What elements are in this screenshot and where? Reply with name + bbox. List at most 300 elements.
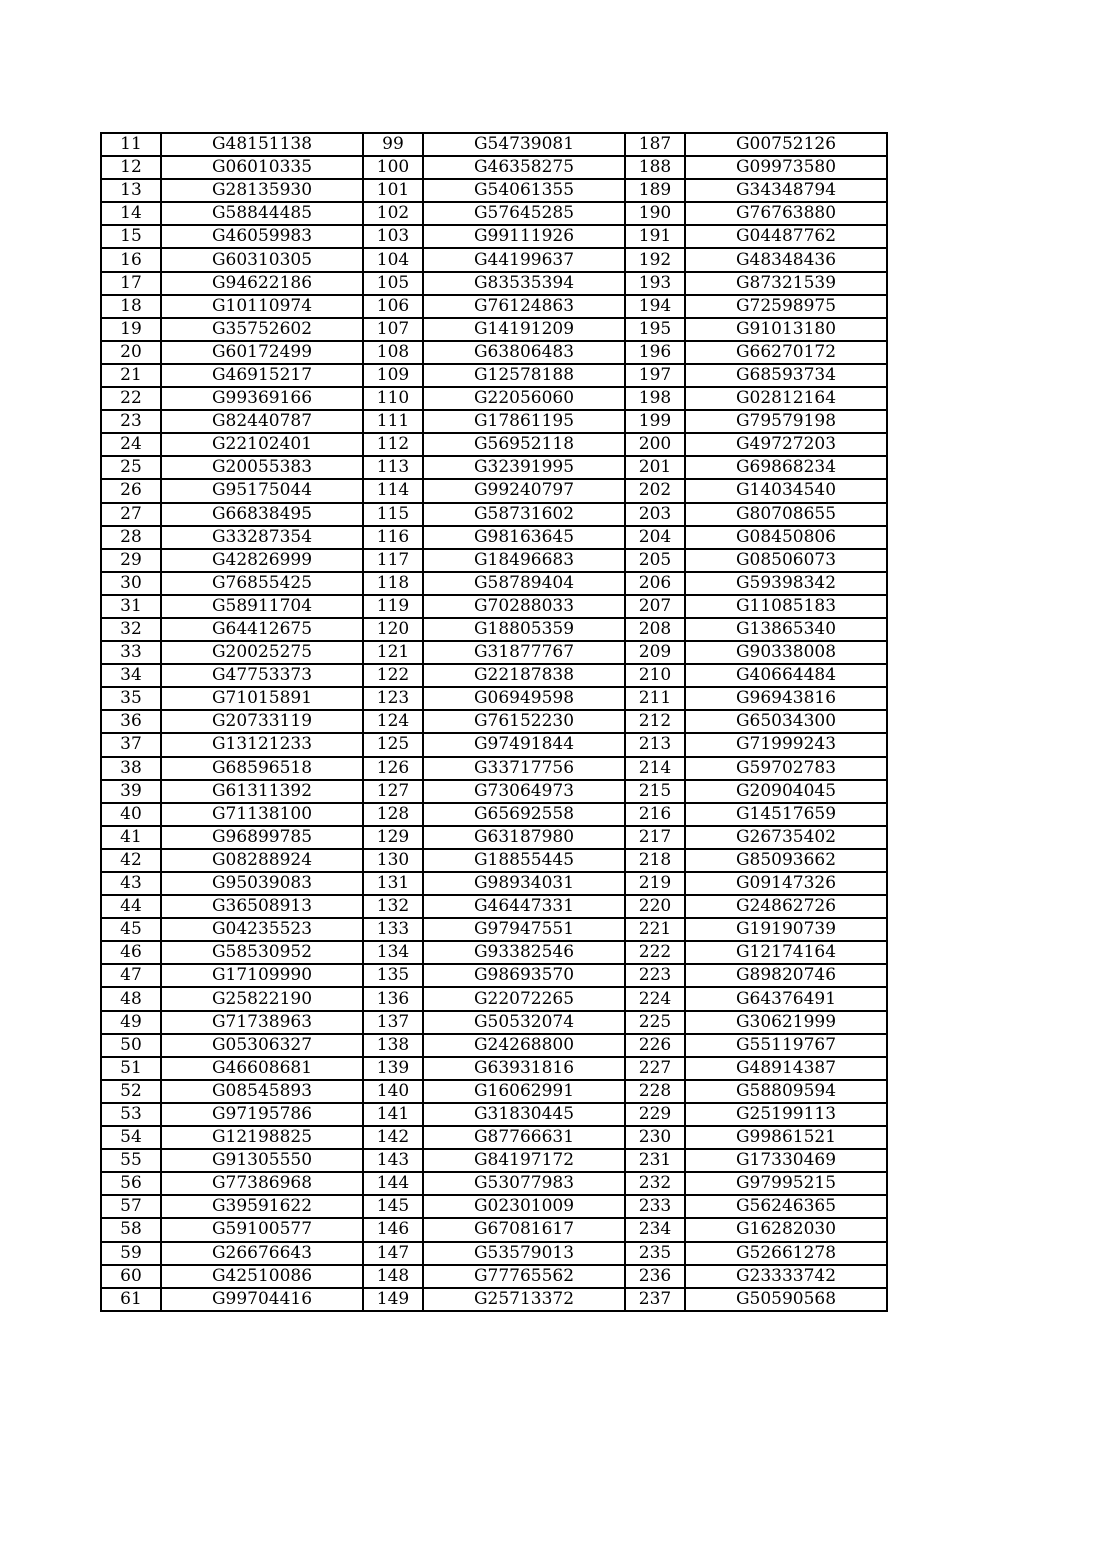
seq-number-cell: 214 <box>625 757 685 780</box>
code-cell: G60172499 <box>161 341 363 364</box>
seq-number-cell: 25 <box>101 456 161 479</box>
seq-number-cell: 46 <box>101 941 161 964</box>
code-cell: G12198825 <box>161 1126 363 1149</box>
seq-number-cell: 189 <box>625 179 685 202</box>
code-cell: G59100577 <box>161 1218 363 1241</box>
seq-number-cell: 49 <box>101 1011 161 1034</box>
table-row <box>101 295 887 318</box>
code-cell: G71138100 <box>161 803 363 826</box>
code-cell: G91305550 <box>161 1149 363 1172</box>
seq-number-cell: 13 <box>101 179 161 202</box>
table-row <box>101 179 887 202</box>
code-cell: G19190739 <box>685 918 887 941</box>
seq-number-cell: 41 <box>101 826 161 849</box>
table-row <box>101 595 887 618</box>
table-row <box>101 1057 887 1080</box>
seq-number-cell: 34 <box>101 664 161 687</box>
seq-number-cell: 36 <box>101 710 161 733</box>
code-cell: G69868234 <box>685 456 887 479</box>
seq-number-cell: 99 <box>363 133 423 156</box>
code-cell: G95039083 <box>161 872 363 895</box>
code-cell: G26676643 <box>161 1242 363 1265</box>
seq-number-cell: 124 <box>363 710 423 733</box>
seq-number-cell: 39 <box>101 780 161 803</box>
code-cell: G54061355 <box>423 179 625 202</box>
table-row <box>101 1172 887 1195</box>
seq-number-cell: 234 <box>625 1218 685 1241</box>
seq-number-cell: 30 <box>101 572 161 595</box>
code-cell: G24268800 <box>423 1034 625 1057</box>
table-row <box>101 1080 887 1103</box>
code-cell: G58731602 <box>423 503 625 526</box>
seq-number-cell: 225 <box>625 1011 685 1034</box>
seq-number-cell: 211 <box>625 687 685 710</box>
code-cell: G77386968 <box>161 1172 363 1195</box>
table-row <box>101 341 887 364</box>
code-cell: G22102401 <box>161 433 363 456</box>
code-cell: G16062991 <box>423 1080 625 1103</box>
seq-number-cell: 237 <box>625 1288 685 1311</box>
seq-number-cell: 122 <box>363 664 423 687</box>
code-cell: G25713372 <box>423 1288 625 1311</box>
seq-number-cell: 193 <box>625 272 685 295</box>
code-cell: G99369166 <box>161 387 363 410</box>
table-row <box>101 364 887 387</box>
seq-number-cell: 145 <box>363 1195 423 1218</box>
seq-number-cell: 19 <box>101 318 161 341</box>
seq-number-cell: 131 <box>363 872 423 895</box>
code-cell: G09973580 <box>685 156 887 179</box>
seq-number-cell: 191 <box>625 225 685 248</box>
seq-number-cell: 38 <box>101 757 161 780</box>
table-row <box>101 410 887 433</box>
seq-number-cell: 123 <box>363 687 423 710</box>
code-cell: G33287354 <box>161 526 363 549</box>
table-row <box>101 318 887 341</box>
seq-number-cell: 197 <box>625 364 685 387</box>
code-cell: G84197172 <box>423 1149 625 1172</box>
code-cell: G08450806 <box>685 526 887 549</box>
code-cell: G02301009 <box>423 1195 625 1218</box>
table-row <box>101 156 887 179</box>
code-cell: G16282030 <box>685 1218 887 1241</box>
seq-number-cell: 146 <box>363 1218 423 1241</box>
table-row <box>101 664 887 687</box>
seq-number-cell: 117 <box>363 549 423 572</box>
table-row <box>101 433 887 456</box>
code-cell: G71738963 <box>161 1011 363 1034</box>
seq-number-cell: 18 <box>101 295 161 318</box>
code-cell: G96899785 <box>161 826 363 849</box>
code-cell: G90338008 <box>685 641 887 664</box>
seq-number-cell: 226 <box>625 1034 685 1057</box>
seq-number-cell: 204 <box>625 526 685 549</box>
code-cell: G46059983 <box>161 225 363 248</box>
seq-number-cell: 223 <box>625 964 685 987</box>
seq-number-cell: 109 <box>363 364 423 387</box>
table-row <box>101 618 887 641</box>
code-cell: G76855425 <box>161 572 363 595</box>
seq-number-cell: 54 <box>101 1126 161 1149</box>
code-cell: G50532074 <box>423 1011 625 1034</box>
seq-number-cell: 217 <box>625 826 685 849</box>
code-cell: G25199113 <box>685 1103 887 1126</box>
seq-number-cell: 133 <box>363 918 423 941</box>
seq-number-cell: 134 <box>363 941 423 964</box>
seq-number-cell: 205 <box>625 549 685 572</box>
seq-number-cell: 61 <box>101 1288 161 1311</box>
seq-number-cell: 221 <box>625 918 685 941</box>
code-cell: G40664484 <box>685 664 887 687</box>
seq-number-cell: 202 <box>625 479 685 502</box>
table-row <box>101 1011 887 1034</box>
seq-number-cell: 230 <box>625 1126 685 1149</box>
seq-number-cell: 126 <box>363 757 423 780</box>
code-cell: G58844485 <box>161 202 363 225</box>
seq-number-cell: 53 <box>101 1103 161 1126</box>
seq-number-cell: 113 <box>363 456 423 479</box>
seq-number-cell: 56 <box>101 1172 161 1195</box>
seq-number-cell: 47 <box>101 964 161 987</box>
code-cell: G46915217 <box>161 364 363 387</box>
seq-number-cell: 220 <box>625 895 685 918</box>
seq-number-cell: 112 <box>363 433 423 456</box>
seq-number-cell: 212 <box>625 710 685 733</box>
seq-number-cell: 192 <box>625 248 685 271</box>
seq-number-cell: 231 <box>625 1149 685 1172</box>
table-row <box>101 1195 887 1218</box>
table-row <box>101 526 887 549</box>
code-cell: G94622186 <box>161 272 363 295</box>
seq-number-cell: 40 <box>101 803 161 826</box>
seq-number-cell: 43 <box>101 872 161 895</box>
seq-number-cell: 229 <box>625 1103 685 1126</box>
table-row <box>101 987 887 1010</box>
seq-number-cell: 129 <box>363 826 423 849</box>
code-cell: G17330469 <box>685 1149 887 1172</box>
code-cell: G85093662 <box>685 849 887 872</box>
seq-number-cell: 42 <box>101 849 161 872</box>
seq-number-cell: 125 <box>363 733 423 756</box>
code-cell: G02812164 <box>685 387 887 410</box>
code-cell: G56952118 <box>423 433 625 456</box>
code-cell: G52661278 <box>685 1242 887 1265</box>
code-cell: G42826999 <box>161 549 363 572</box>
code-cell: G58530952 <box>161 941 363 964</box>
seq-number-cell: 15 <box>101 225 161 248</box>
code-cell: G83535394 <box>423 272 625 295</box>
code-cell: G26735402 <box>685 826 887 849</box>
code-cell: G53077983 <box>423 1172 625 1195</box>
seq-number-cell: 31 <box>101 595 161 618</box>
table-row <box>101 133 887 156</box>
code-cell: G99704416 <box>161 1288 363 1311</box>
code-cell: G47753373 <box>161 664 363 687</box>
code-cell: G23333742 <box>685 1265 887 1288</box>
code-cell: G97491844 <box>423 733 625 756</box>
code-cell: G06010335 <box>161 156 363 179</box>
seq-number-cell: 50 <box>101 1034 161 1057</box>
seq-number-cell: 142 <box>363 1126 423 1149</box>
seq-number-cell: 121 <box>363 641 423 664</box>
code-cell: G53579013 <box>423 1242 625 1265</box>
table-row <box>101 225 887 248</box>
code-cell: G63931816 <box>423 1057 625 1080</box>
seq-number-cell: 48 <box>101 987 161 1010</box>
seq-number-cell: 103 <box>363 225 423 248</box>
table-row <box>101 1288 887 1311</box>
seq-number-cell: 118 <box>363 572 423 595</box>
table-row <box>101 456 887 479</box>
code-cell: G36508913 <box>161 895 363 918</box>
code-cell: G14191209 <box>423 318 625 341</box>
seq-number-cell: 207 <box>625 595 685 618</box>
seq-number-cell: 28 <box>101 526 161 549</box>
code-cell: G98934031 <box>423 872 625 895</box>
seq-number-cell: 52 <box>101 1080 161 1103</box>
seq-number-cell: 23 <box>101 410 161 433</box>
seq-number-cell: 22 <box>101 387 161 410</box>
table-row <box>101 733 887 756</box>
seq-number-cell: 203 <box>625 503 685 526</box>
code-cell: G20733119 <box>161 710 363 733</box>
table-row <box>101 710 887 733</box>
code-cell: G24862726 <box>685 895 887 918</box>
table-row <box>101 503 887 526</box>
seq-number-cell: 55 <box>101 1149 161 1172</box>
code-cell: G49727203 <box>685 433 887 456</box>
seq-number-cell: 200 <box>625 433 685 456</box>
seq-number-cell: 14 <box>101 202 161 225</box>
code-cell: G10110974 <box>161 295 363 318</box>
table-row <box>101 387 887 410</box>
code-cell: G28135930 <box>161 179 363 202</box>
table-row <box>101 1242 887 1265</box>
code-cell: G06949598 <box>423 687 625 710</box>
code-cell: G25822190 <box>161 987 363 1010</box>
seq-number-cell: 147 <box>363 1242 423 1265</box>
code-cell: G32391995 <box>423 456 625 479</box>
seq-number-cell: 111 <box>363 410 423 433</box>
code-cell: G14517659 <box>685 803 887 826</box>
table-row <box>101 941 887 964</box>
seq-number-cell: 105 <box>363 272 423 295</box>
code-cell: G93382546 <box>423 941 625 964</box>
seq-number-cell: 219 <box>625 872 685 895</box>
seq-number-cell: 37 <box>101 733 161 756</box>
seq-number-cell: 137 <box>363 1011 423 1034</box>
table-row <box>101 1103 887 1126</box>
code-cell: G97947551 <box>423 918 625 941</box>
seq-number-cell: 198 <box>625 387 685 410</box>
code-cell: G20904045 <box>685 780 887 803</box>
code-cell: G12174164 <box>685 941 887 964</box>
code-cell: G18496683 <box>423 549 625 572</box>
table-row <box>101 826 887 849</box>
seq-number-cell: 119 <box>363 595 423 618</box>
code-cell: G80708655 <box>685 503 887 526</box>
code-cell: G67081617 <box>423 1218 625 1241</box>
seq-number-cell: 141 <box>363 1103 423 1126</box>
seq-number-cell: 213 <box>625 733 685 756</box>
seq-number-cell: 149 <box>363 1288 423 1311</box>
document-page <box>100 132 886 1312</box>
seq-number-cell: 195 <box>625 318 685 341</box>
seq-number-cell: 58 <box>101 1218 161 1241</box>
seq-number-cell: 51 <box>101 1057 161 1080</box>
code-cell: G42510086 <box>161 1265 363 1288</box>
code-cell: G57645285 <box>423 202 625 225</box>
code-cell: G22072265 <box>423 987 625 1010</box>
seq-number-cell: 102 <box>363 202 423 225</box>
code-cell: G48151138 <box>161 133 363 156</box>
code-cell: G71999243 <box>685 733 887 756</box>
code-cell: G76763880 <box>685 202 887 225</box>
code-cell: G59702783 <box>685 757 887 780</box>
seq-number-cell: 60 <box>101 1265 161 1288</box>
table-row <box>101 872 887 895</box>
table-row <box>101 1265 887 1288</box>
seq-number-cell: 216 <box>625 803 685 826</box>
code-cell: G97195786 <box>161 1103 363 1126</box>
code-cell: G61311392 <box>161 780 363 803</box>
code-cell: G05306327 <box>161 1034 363 1057</box>
seq-number-cell: 114 <box>363 479 423 502</box>
code-cell: G08506073 <box>685 549 887 572</box>
seq-number-cell: 236 <box>625 1265 685 1288</box>
code-cell: G39591622 <box>161 1195 363 1218</box>
code-cell: G34348794 <box>685 179 887 202</box>
seq-number-cell: 206 <box>625 572 685 595</box>
code-cell: G46447331 <box>423 895 625 918</box>
code-cell: G00752126 <box>685 133 887 156</box>
table-row <box>101 248 887 271</box>
seq-number-cell: 188 <box>625 156 685 179</box>
seq-number-cell: 233 <box>625 1195 685 1218</box>
code-cell: G95175044 <box>161 479 363 502</box>
code-cell: G18855445 <box>423 849 625 872</box>
code-cell: G54739081 <box>423 133 625 156</box>
code-cell: G18805359 <box>423 618 625 641</box>
code-cell: G20025275 <box>161 641 363 664</box>
code-cell: G70288033 <box>423 595 625 618</box>
seq-number-cell: 235 <box>625 1242 685 1265</box>
table-row <box>101 641 887 664</box>
code-cell: G22056060 <box>423 387 625 410</box>
code-cell: G11085183 <box>685 595 887 618</box>
code-cell: G59398342 <box>685 572 887 595</box>
table-row <box>101 1034 887 1057</box>
seq-number-cell: 20 <box>101 341 161 364</box>
seq-number-cell: 16 <box>101 248 161 271</box>
seq-number-cell: 187 <box>625 133 685 156</box>
code-cell: G22187838 <box>423 664 625 687</box>
table-row <box>101 549 887 572</box>
code-cell: G98163645 <box>423 526 625 549</box>
code-cell: G13121233 <box>161 733 363 756</box>
code-cell: G71015891 <box>161 687 363 710</box>
table-row <box>101 895 887 918</box>
code-cell: G58789404 <box>423 572 625 595</box>
seq-number-cell: 12 <box>101 156 161 179</box>
code-cell: G99240797 <box>423 479 625 502</box>
table-body <box>101 133 887 1311</box>
code-cell: G44199637 <box>423 248 625 271</box>
code-cell: G87766631 <box>423 1126 625 1149</box>
seq-number-cell: 201 <box>625 456 685 479</box>
code-cell: G31877767 <box>423 641 625 664</box>
seq-number-cell: 218 <box>625 849 685 872</box>
code-cell: G66838495 <box>161 503 363 526</box>
code-cell: G64412675 <box>161 618 363 641</box>
code-cell: G09147326 <box>685 872 887 895</box>
code-cell: G72598975 <box>685 295 887 318</box>
code-cell: G12578188 <box>423 364 625 387</box>
table-row <box>101 757 887 780</box>
seq-number-cell: 101 <box>363 179 423 202</box>
table-row <box>101 1126 887 1149</box>
code-cell: G98693570 <box>423 964 625 987</box>
seq-number-cell: 110 <box>363 387 423 410</box>
seq-number-cell: 45 <box>101 918 161 941</box>
seq-number-cell: 128 <box>363 803 423 826</box>
seq-number-cell: 199 <box>625 410 685 433</box>
code-cell: G14034540 <box>685 479 887 502</box>
code-cell: G79579198 <box>685 410 887 433</box>
code-cell: G08288924 <box>161 849 363 872</box>
seq-number-cell: 116 <box>363 526 423 549</box>
code-cell: G13865340 <box>685 618 887 641</box>
seq-number-cell: 208 <box>625 618 685 641</box>
seq-number-cell: 32 <box>101 618 161 641</box>
table-row <box>101 1149 887 1172</box>
table-row <box>101 202 887 225</box>
seq-number-cell: 139 <box>363 1057 423 1080</box>
code-cell: G77765562 <box>423 1265 625 1288</box>
code-cell: G68593734 <box>685 364 887 387</box>
seq-number-cell: 107 <box>363 318 423 341</box>
code-cell: G58809594 <box>685 1080 887 1103</box>
table-row <box>101 849 887 872</box>
code-cell: G99861521 <box>685 1126 887 1149</box>
code-cell: G82440787 <box>161 410 363 433</box>
code-cell: G48348436 <box>685 248 887 271</box>
seq-number-cell: 57 <box>101 1195 161 1218</box>
seq-number-cell: 144 <box>363 1172 423 1195</box>
code-cell: G76152230 <box>423 710 625 733</box>
code-cell: G68596518 <box>161 757 363 780</box>
code-cell: G65034300 <box>685 710 887 733</box>
code-cell: G17109990 <box>161 964 363 987</box>
code-cell: G96943816 <box>685 687 887 710</box>
code-cell: G35752602 <box>161 318 363 341</box>
code-cell: G46358275 <box>423 156 625 179</box>
seq-number-cell: 227 <box>625 1057 685 1080</box>
table-row <box>101 1218 887 1241</box>
seq-number-cell: 106 <box>363 295 423 318</box>
code-cell: G64376491 <box>685 987 887 1010</box>
seq-number-cell: 196 <box>625 341 685 364</box>
code-cell: G20055383 <box>161 456 363 479</box>
seq-number-cell: 135 <box>363 964 423 987</box>
table-row <box>101 572 887 595</box>
code-cell: G73064973 <box>423 780 625 803</box>
seq-number-cell: 215 <box>625 780 685 803</box>
seq-number-cell: 104 <box>363 248 423 271</box>
seq-number-cell: 35 <box>101 687 161 710</box>
seq-number-cell: 140 <box>363 1080 423 1103</box>
seq-number-cell: 11 <box>101 133 161 156</box>
